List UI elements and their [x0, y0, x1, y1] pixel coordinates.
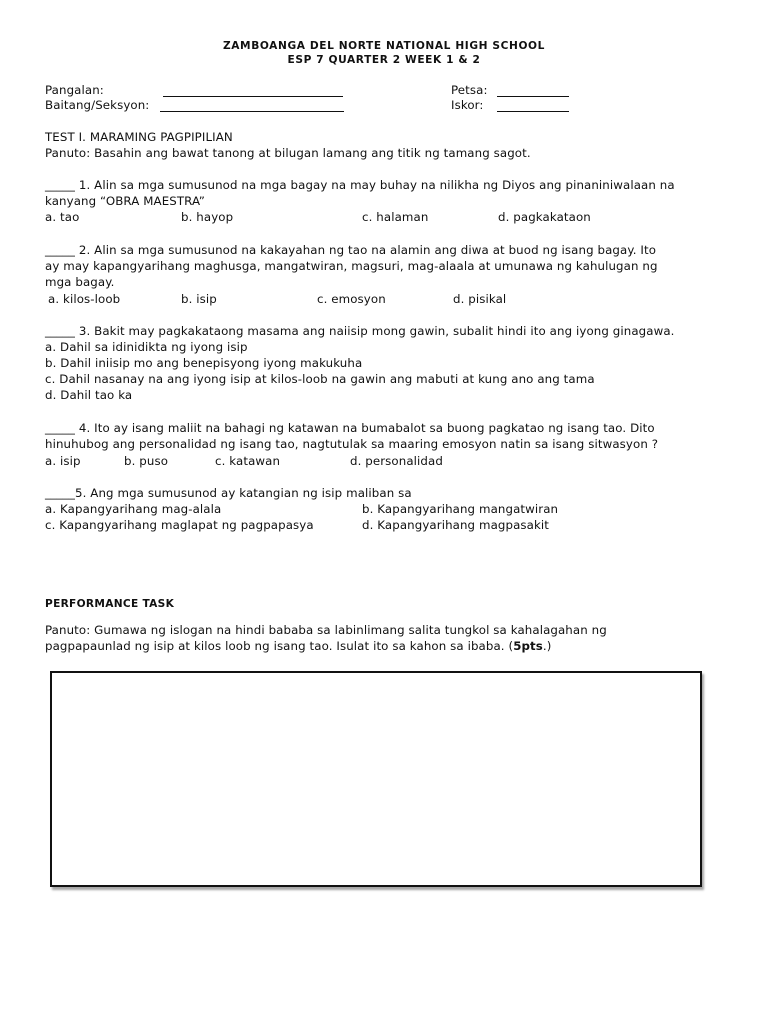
- q1-choice-a[interactable]: a. tao: [45, 210, 80, 224]
- answer-box[interactable]: [50, 671, 702, 887]
- q3-choice-a[interactable]: a. Dahil sa idinidikta ng iyong isip: [45, 340, 248, 354]
- question-2-line-3: mga bagay.: [45, 275, 115, 289]
- q5-choice-a[interactable]: a. Kapangyarihang mag-alala: [45, 502, 222, 516]
- question-5-line-1: _____5. Ang mga sumusunod ay katangian ng isip maliban sa: [45, 486, 412, 500]
- q3-choice-b[interactable]: b. Dahil iniisip mo ang benepisyong iyong makukuha: [45, 356, 363, 370]
- q3-choice-c[interactable]: c. Dahil nasanay na ang iyong isip at kilos-loob na gawin ang mabuti at kung ano ang tama: [45, 372, 595, 386]
- q2-choice-c[interactable]: c. emosyon: [317, 292, 386, 306]
- score-label: Iskor:: [451, 98, 484, 112]
- points-value: 5pts: [513, 639, 543, 653]
- section-blank[interactable]: [160, 100, 344, 112]
- q5-choice-b[interactable]: b. Kapangyarihang mangatwiran: [362, 502, 559, 516]
- question-1-line-2: kanyang “OBRA MAESTRA”: [45, 194, 205, 208]
- q3-choice-d[interactable]: d. Dahil tao ka: [45, 388, 133, 402]
- question-2-line-1: _____ 2. Alin sa mga sumusunod na kakayahan ng tao na alamin ang diwa at buod ng isang bagay. Ito: [45, 243, 657, 257]
- performance-directions-text: pagpapaunlad ng isip at kilos loob ng isang tao. Isulat ito sa kahon sa ibaba. (: [45, 639, 514, 653]
- question-4-line-1: _____ 4. Ito ay isang maliit na bahagi ng katawan na bumabalot sa buong pagkatao ng isang tao. Dito: [45, 421, 655, 435]
- q4-choice-d[interactable]: d. personalidad: [350, 454, 443, 468]
- date-blank[interactable]: [497, 85, 569, 97]
- name-label: Pangalan:: [45, 83, 104, 97]
- q4-choice-b[interactable]: b. puso: [124, 454, 169, 468]
- q2-choice-b[interactable]: b. isip: [181, 292, 217, 306]
- name-blank[interactable]: [163, 85, 343, 97]
- question-2-line-2: ay may kapangyarihang maghusga, mangatwiran, magsuri, mag-alaala at umunawa ng kahulugan ng: [45, 259, 658, 273]
- test-directions: Panuto: Basahin ang bawat tanong at bilugan lamang ang titik ng tamang sagot.: [45, 146, 531, 160]
- question-4-line-2: hinuhubog ang personalidad ng isang tao, nagtutulak sa maaring emosyon natin sa isang sitwasyon ?: [45, 437, 659, 451]
- q4-choice-a[interactable]: a. isip: [45, 454, 81, 468]
- subject-title: ESP 7 QUARTER 2 WEEK 1 & 2: [287, 54, 481, 66]
- school-title: ZAMBOANGA DEL NORTE NATIONAL HIGH SCHOOL: [222, 40, 546, 52]
- q2-choice-d[interactable]: d. pisikal: [453, 292, 507, 306]
- score-blank[interactable]: [497, 100, 569, 112]
- date-label: Petsa:: [451, 83, 488, 97]
- q4-choice-c[interactable]: c. katawan: [215, 454, 281, 468]
- question-3-line-1: _____ 3. Bakit may pagkakataong masama ang naiisip mong gawin, subalit hindi ito ang iyong ginagawa.: [45, 324, 675, 338]
- performance-directions-line-2: [45, 639, 551, 654]
- q2-choice-a[interactable]: a. kilos-loob: [48, 292, 121, 306]
- points-suffix: .): [542, 639, 552, 653]
- question-1-line-1: _____ 1. Alin sa mga sumusunod na mga bagay na may buhay na nilikha ng Diyos ang pinaniniwalaan na: [45, 178, 675, 192]
- test-title: TEST I. MARAMING PAGPIPILIAN: [45, 130, 233, 144]
- performance-directions-line-1: Panuto: Gumawa ng islogan na hindi bababa sa labinlimang salita tungkol sa kahalagahan ng: [45, 623, 607, 637]
- q1-choice-b[interactable]: b. hayop: [181, 210, 234, 224]
- performance-task-title: PERFORMANCE TASK: [45, 598, 175, 610]
- q5-choice-d[interactable]: d. Kapangyarihang magpasakit: [362, 518, 550, 532]
- q1-choice-d[interactable]: d. pagkakataon: [498, 210, 591, 224]
- section-label: Baitang/Seksyon:: [45, 98, 150, 112]
- q5-choice-c[interactable]: c. Kapangyarihang maglapat ng pagpapasya: [45, 518, 314, 532]
- q1-choice-c[interactable]: c. halaman: [362, 210, 429, 224]
